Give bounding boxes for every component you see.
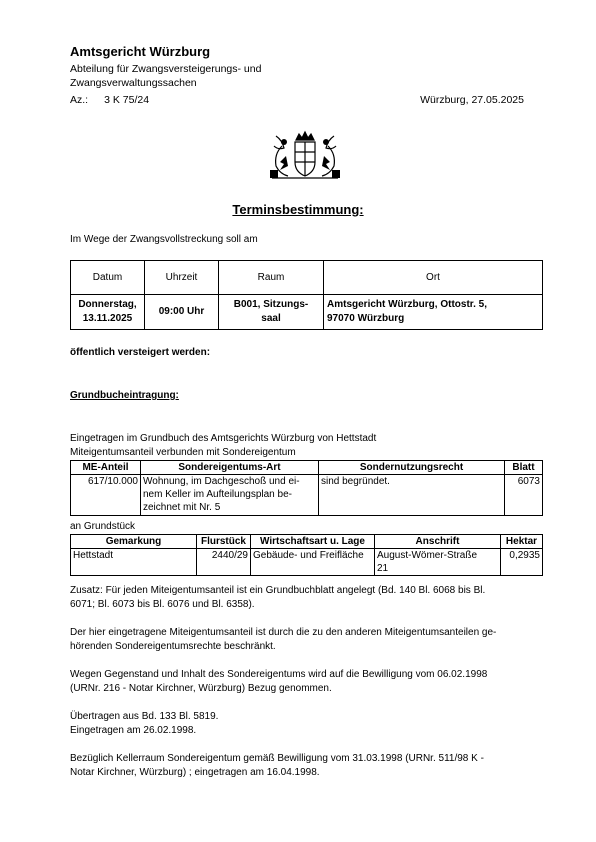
cell-gemarkung: Hettstadt: [71, 549, 197, 576]
header-sondernutzungsrecht: Sondernutzungsrecht: [319, 461, 505, 475]
cell-flurstueck: 2440/29: [197, 549, 251, 576]
bavarian-coat-of-arms-icon: [262, 126, 348, 184]
header-raum: Raum: [219, 261, 324, 295]
plot-table: [70, 534, 543, 576]
header-sondereigentum-art: Sondereigentums-Art: [141, 461, 319, 475]
auction-statement: öffentlich versteigert werden:: [70, 347, 211, 358]
paragraph-zusatz: Zusatz: Für jeden Miteigentumsanteil ist ein Grundbuchblatt angelegt (Bd. 140 Bl. 6068 bis Bl. 6071; Bl. 6073 bis Bl. 6076 und Bl. 6358).: [70, 585, 486, 610]
place-date: Würzburg, 27.05.2025: [420, 94, 524, 106]
paragraph-approval: Wegen Gegenstand und Inhalt des Sondereigentums wird auf die Bewilligung vom 06.02.1998 (URNr. 216 - Notar Kirchner, Würzburg) Bezug genommen.: [70, 669, 488, 694]
intro-text: Im Wege der Zwangsvollstreckung soll am: [70, 234, 258, 245]
department-line-2: Zwangsverwaltungssachen: [70, 77, 197, 89]
header-ort: Ort: [324, 261, 543, 295]
register-entry: [70, 432, 550, 460]
file-number-label: Az.:: [70, 94, 89, 106]
table-row: [71, 549, 543, 576]
register-entry-line: Eingetragen im Grundbuch des Amtsgerichts Würzburg von Hettstadt: [70, 433, 377, 444]
cell-uhrzeit: 09:00 Uhr: [145, 295, 219, 330]
header-datum: Datum: [71, 261, 145, 295]
paragraph-restriction: Der hier eingetragene Miteigentumsanteil ist durch die zu den anderen Miteigentumsanteilen ge- hörenden Sondereigentumsrechte beschränkt.: [70, 627, 497, 652]
cell-blatt: 6073: [505, 475, 543, 516]
co-ownership-table: [70, 460, 543, 516]
co-ownership-line: Miteigentumsanteil verbunden mit Sondereigentum: [70, 447, 296, 458]
cell-anschrift: August-Wömer-Straße 21: [375, 549, 501, 576]
plot-label: an Grundstück: [70, 521, 136, 532]
file-number-value: 3 K 75/24: [104, 94, 150, 106]
file-number: [70, 94, 149, 106]
header-hektar: Hektar: [501, 535, 543, 549]
cell-ort: Amtsgericht Würzburg, Ottostr. 5, 97070 Würzburg: [324, 295, 543, 330]
header-anschrift: Anschrift: [375, 535, 501, 549]
department: [70, 62, 330, 90]
plot-table-header: [71, 535, 543, 549]
co-ownership-table-header: [71, 461, 543, 475]
document-title: Terminsbestimmung:: [232, 202, 364, 217]
cell-wirtschaftsart: Gebäude- und Freifläche: [251, 549, 375, 576]
cell-sondereigentum-art: Wohnung, im Dachgeschoß und ei- nem Keller im Aufteilungsplan be- zeichnet mit Nr. 5: [141, 475, 319, 516]
cell-sondernutzungsrecht: sind begründet.: [319, 475, 505, 516]
cell-raum: B001, Sitzungs- saal: [219, 295, 324, 330]
paragraph-cellar: Bezüglich Kellerraum Sondereigentum gemäß Bewilligung vom 31.03.1998 (URNr. 511/98 K - Notar Kirchner, Würzburg) ; eingetragen am 16.04.1998.: [70, 753, 484, 778]
cell-hektar: 0,2935: [501, 549, 543, 576]
header-me-anteil: ME-Anteil: [71, 461, 141, 475]
header-uhrzeit: Uhrzeit: [145, 261, 219, 295]
appointment-table: [70, 260, 543, 330]
appointment-table-header: [71, 261, 543, 295]
header-wirtschaftsart: Wirtschaftsart u. Lage: [251, 535, 375, 549]
paragraph-transfer: Übertragen aus Bd. 133 Bl. 5819. Eingetragen am 26.02.1998.: [70, 711, 219, 736]
appointment-table-row: [71, 295, 543, 330]
court-name: Amtsgericht Würzburg: [70, 44, 211, 59]
header-blatt: Blatt: [505, 461, 543, 475]
header-gemarkung: Gemarkung: [71, 535, 197, 549]
header-flurstueck: Flurstück: [197, 535, 251, 549]
land-register-heading: Grundbucheintragung:: [70, 390, 179, 401]
cell-me-anteil: 617/10.000: [71, 475, 141, 516]
table-row: [71, 475, 543, 516]
cell-datum: Donnerstag, 13.11.2025: [71, 295, 145, 330]
department-line-1: Abteilung für Zwangsversteigerungs- und: [70, 63, 262, 75]
